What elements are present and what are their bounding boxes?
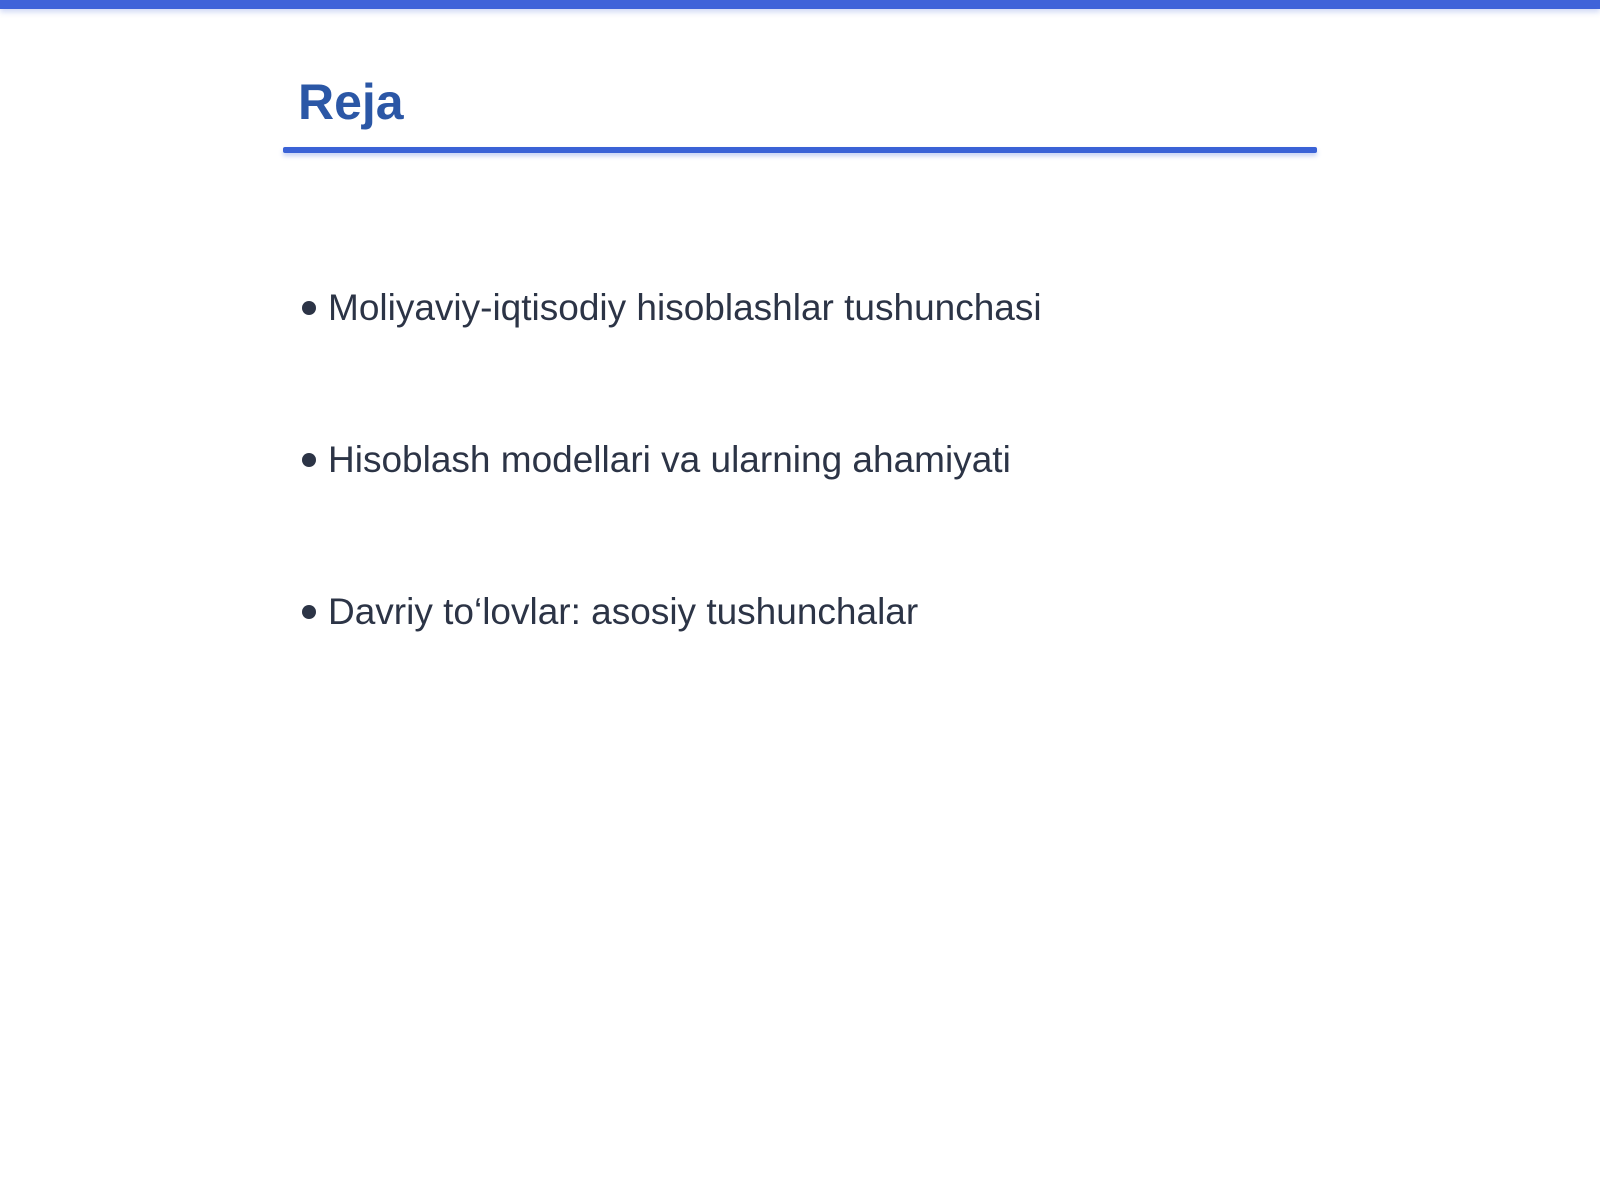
list-item-text: Hisoblash modellari va ularning ahamiyati (328, 439, 1011, 480)
list-item-text: Moliyaviy-iqtisodiy hisoblashlar tushunchasi (328, 287, 1042, 328)
bullet-icon (302, 453, 316, 467)
bullet-icon (302, 605, 316, 619)
list-item (300, 422, 1042, 498)
top-accent-bar (0, 0, 1600, 9)
list-item (300, 270, 1042, 346)
slide-title: Reja (298, 74, 404, 130)
title-underline (283, 147, 1317, 153)
list-item (300, 574, 1042, 650)
bullet-list (300, 270, 1042, 726)
list-item-text: Davriy to‘lovlar: asosiy tushunchalar (328, 591, 919, 632)
bullet-icon (302, 301, 316, 315)
